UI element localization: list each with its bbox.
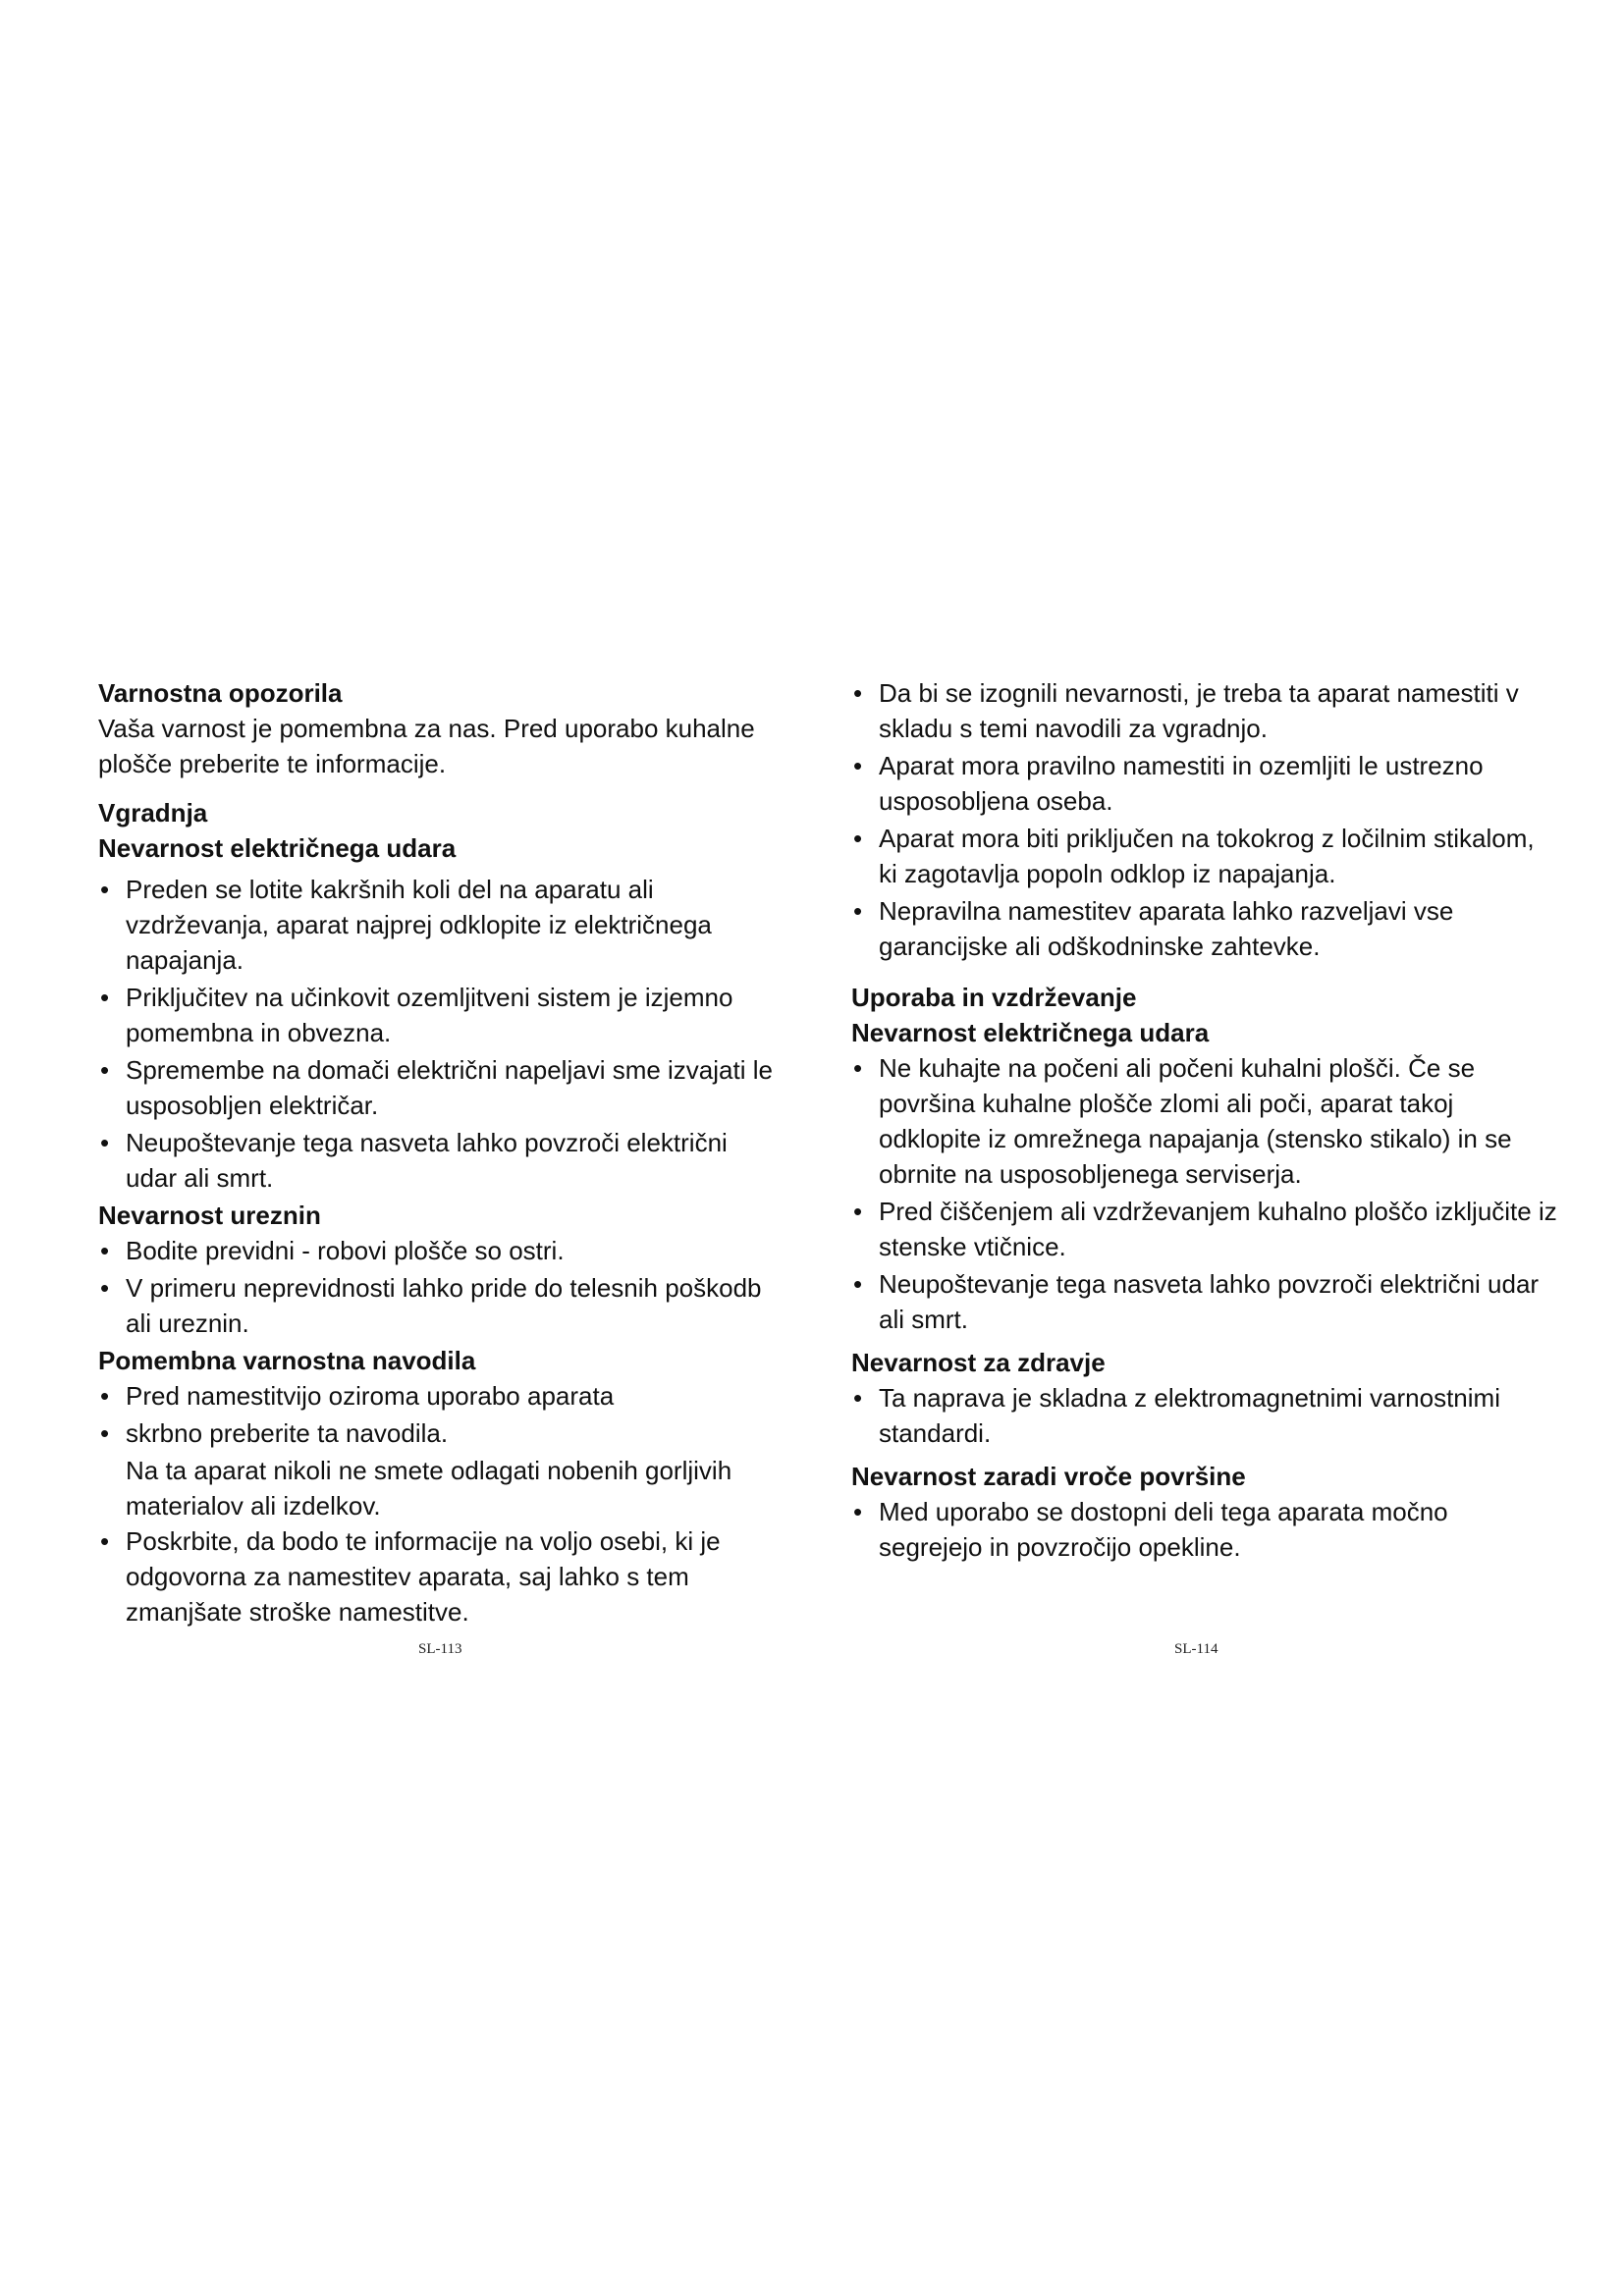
important-note: Na ta aparat nikoli ne smete odlagati nobenih gorljivih materialov ali izdelkov. (126, 1456, 732, 1521)
use-title: Uporaba in vzdrževanje (851, 983, 1137, 1012)
safety-title: Varnostna opozorila (98, 678, 343, 708)
left-page (98, 675, 785, 1631)
list-item: • Aparat mora pravilno namestiti in ozemljiti le ustrezno usposobljena oseba. (851, 748, 1558, 819)
cuts-list (98, 1233, 785, 1341)
list-item: • skrbno preberite ta navodila. (98, 1415, 785, 1451)
important-list (98, 1378, 785, 1451)
list-item: • Priključitev na učinkovit ozemljitveni sistem je izjemno pomembna in obvezna. (98, 980, 785, 1050)
health-title: Nevarnost za zdravje (851, 1348, 1106, 1377)
list-item: • Neupoštevanje tega nasveta lahko povzroči električni udar ali smrt. (98, 1125, 785, 1196)
list-item: • Ta naprava je skladna z elektromagnetnimi varnostnimi standardi. (851, 1380, 1558, 1451)
intro-paragraph: Vaša varnost je pomembna za nas. Pred uporabo kuhalne plošče preberite te informacije. (98, 714, 755, 778)
list-item: • Med uporabo se dostopni deli tega aparata močno segrejejo in povzročijo opekline. (851, 1494, 1558, 1565)
installation-title: Vgradnja (98, 798, 208, 828)
hot-list (851, 1494, 1558, 1565)
list-item: • Bodite previdni - robovi plošče so ostri. (98, 1233, 785, 1268)
shock-list-right (851, 1050, 1558, 1337)
list-item: • Pred čiščenjem ali vzdrževanjem kuhalno ploščo izklјučite iz stenske vtičnice. (851, 1194, 1558, 1264)
hot-title: Nevarnost zaradi vroče površine (851, 1462, 1246, 1491)
shock-title-right: Nevarnost električnega udara (851, 1018, 1210, 1047)
list-item: • Nepravilna namestitev aparata lahko razveljavi vse garancijske ali odškodninske zahtevke. (851, 893, 1558, 964)
important-list-2 (98, 1523, 785, 1629)
cuts-title: Nevarnost ureznin (98, 1201, 321, 1230)
list-item: • Ne kuhajte na počeni ali počeni kuhalni plošči. Če se površina kuhalne plošče zlomi ali poči, aparat takoj odklopite iz omrežnega napajanja (stensko stikalo) in se obrnite na usposobljenega serviserja. (851, 1050, 1558, 1192)
list-item: • V primeru neprevidnosti lahko pride do telesnih poškodb ali ureznin. (98, 1270, 785, 1341)
list-item: • Preden se lotite kakršnih koli del na aparatu ali vzdrževanja, aparat najprej odklopite iz električnega napajanja. (98, 872, 785, 978)
list-item: • Aparat mora biti priključen na tokokrog z ločilnim stikalom, ki zagotavlja popoln odklop iz napajanja. (851, 821, 1558, 891)
list-item: • Neupoštevanje tega nasveta lahko povzroči električni udar ali smrt. (851, 1266, 1558, 1337)
page-number-left: SL-113 (418, 1641, 462, 1657)
right-page (851, 675, 1558, 1567)
page-number-right: SL-114 (1174, 1641, 1218, 1657)
health-list (851, 1380, 1558, 1451)
list-item: • Da bi se izognili nevarnosti, je treba ta aparat namestiti v skladu s temi navodili za vgradnjo. (851, 675, 1558, 746)
list-item: • Poskrbite, da bodo te informacije na voljo osebi, ki je odgovorna za namestitev aparata, saj lahko s tem zmanjšate stroške namestitve. (98, 1523, 785, 1629)
install-list (851, 675, 1558, 964)
shock-title: Nevarnost električnega udara (98, 833, 457, 863)
list-item: • Spremembe na domači električni napeljavi sme izvajati le usposobljen električar. (98, 1052, 785, 1123)
shock-list (98, 872, 785, 1196)
important-title: Pomembna varnostna navodila (98, 1346, 476, 1375)
list-item: • Pred namestitvijo oziroma uporabo aparata (98, 1378, 785, 1414)
